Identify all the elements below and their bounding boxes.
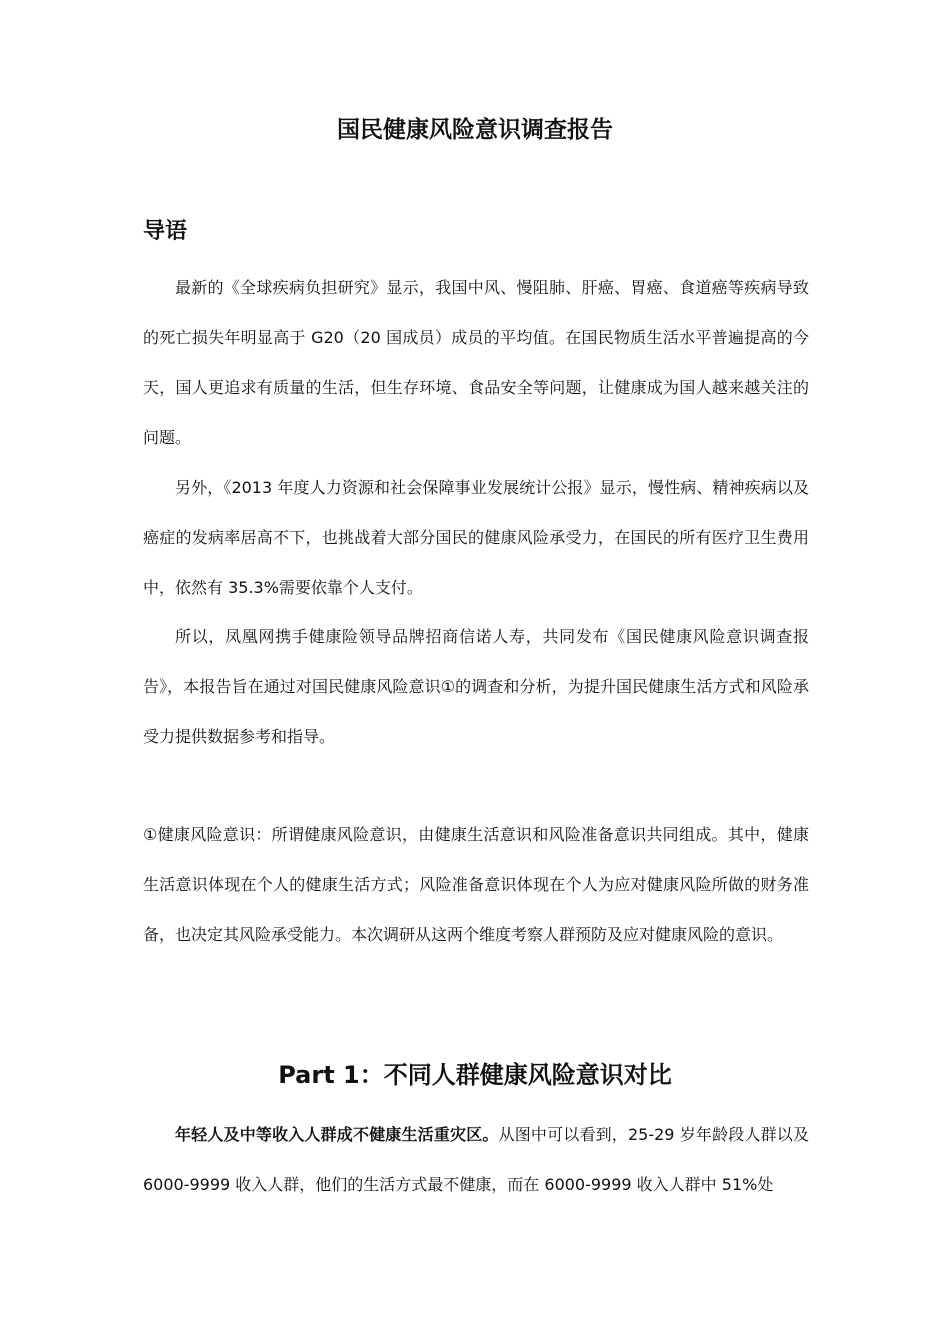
part1-lead-bold: 年轻人及中等收入人群成不健康生活重灾区。 xyxy=(175,1125,499,1144)
intro-paragraph-2: 另外，《2013 年度人力资源和社会保障事业发展统计公报》显示，慢性病、精神疾病以及癌症的发病率居高不下，也挑战着大部分国民的健康风险承受力，在国民的所有医疗卫生费用中，依然有 35.3%需要依靠个人支付。 xyxy=(143,478,809,597)
document-title: 国民健康风险意识调查报告 xyxy=(337,117,613,143)
intro-paragraph-1: 最新的《全球疾病负担研究》显示，我国中风、慢阻肺、肝癌、胃癌、食道癌等疾病导致的死亡损失年明显高于 G20（20 国成员）成员的平均值。在国民物质生活水平普遍提高的今天，国人更追求有质量的生活，但生存环境、食品安全等问题，让健康成为国人越来越关注的问题。 xyxy=(143,278,809,447)
part1-lead-text: 从图中可以看到，25-29 岁年龄段人群以及 6000-9999 收入人群，他们的生活方式最不健康，而在 6000-9999 收入人群中 51%处 xyxy=(143,1125,809,1194)
footnote-paragraph: ①健康风险意识：所谓健康风险意识，由健康生活意识和风险准备意识共同组成。其中，健康生活意识体现在个人的健康生活方式；风险准备意识体现在个人为应对健康风险所做的财务准备，也决定其风险承受能力。本次调研从这两个维度考察人群预防及应对健康风险的意识。 xyxy=(143,825,809,944)
intro-paragraph-3: 所以，凤凰网携手健康险领导品牌招商信诺人寿，共同发布《国民健康风险意识调查报告》，本报告旨在通过对国民健康风险意识①的调查和分析，为提升国民健康生活方式和风险承受力提供数据参考和指导。 xyxy=(143,627,809,746)
intro-heading: 导语 xyxy=(143,219,188,244)
part1-paragraph xyxy=(143,1110,809,1210)
part1-heading: Part 1：不同人群健康风险意识对比 xyxy=(278,1061,672,1089)
